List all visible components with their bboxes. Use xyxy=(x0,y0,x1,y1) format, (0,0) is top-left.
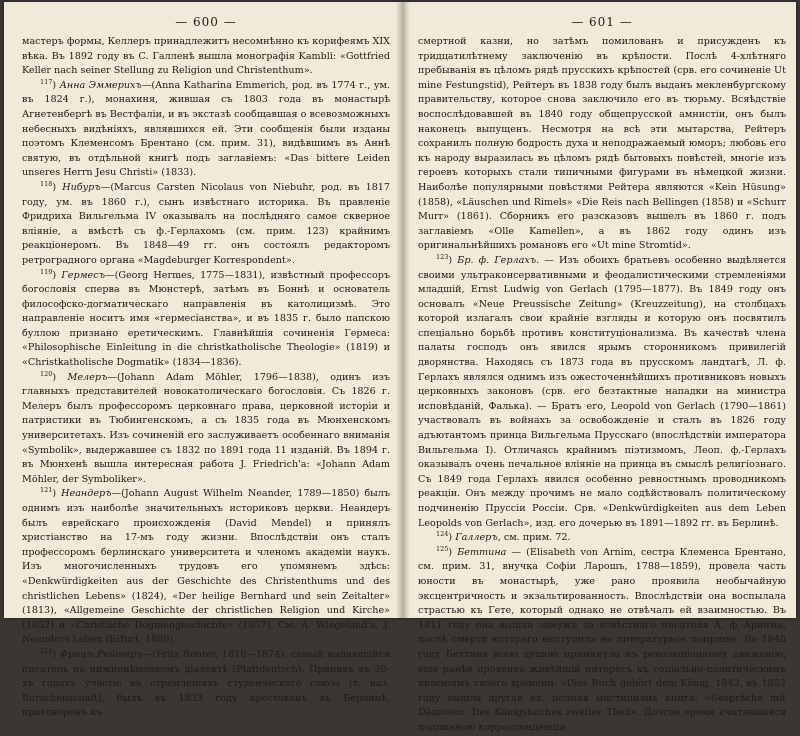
footnote-heading: Галлеръ xyxy=(455,532,498,544)
footnote-body: —(Johann Adam Möhler, 1796—1838), одинъ изъ главныхъ представителей новокатолическаго богословія. Съ 1826 г. Мелеръ былъ профессоромъ церковнаго права, церковной исторіи и патристики въ Тюбингенскомъ, а съ 1835 года въ Мюнхенскомъ университетахъ. Изъ сочиненій его заслуживаетъ особеннаго вниманія «Symbolik», выдержавшее съ 1832 по 1891 года 11 изданій. Въ 1894 г. въ Мюнхенѣ вышла интересная работа J. Friedrich'a: «Johann Adam Möhler, der Symboliker». xyxy=(22,371,390,485)
footnote-number: 117 xyxy=(40,77,53,86)
footnote-heading: Фрицъ Рейтеръ xyxy=(59,648,143,660)
page-number: — 601 — xyxy=(571,15,633,29)
footnote: $^{124}$) Галлеръ, см. прим. 72. xyxy=(436,530,571,544)
footnote-number: 125 xyxy=(436,544,449,553)
footnote-number: 119 xyxy=(40,267,53,276)
footnote: $^{119}$) Гермесъ—(Georg Hermes, 1775—1831), извѣстный профессоръ богословія сперва въ Мюнстерѣ, затѣмъ въ Боннѣ и основатель философско-догматическаго направленія въ католицизмѣ. Это направленіе носитъ имя «гермесіанства», и въ 1835 г. было папскою буллою признано еретическимъ. Главнѣйшія сочиненія Гермеса: «Philosophische Einleitung in die christkatholische Theologie» (1819) и «Christkatholische Dogmatik» (1834—1836). xyxy=(22,267,390,369)
footnote-number: 122 xyxy=(40,646,53,655)
left-page-text xyxy=(22,35,390,721)
book-spread xyxy=(4,2,796,733)
footnote-body: — (Elisabeth von Arnim, сестра Клеменса Брентано, см. прим. 31, внучка Софіи Ларошъ, 1788—1859), провела часть юности въ монастырѣ, уже рано проявила необычайную эксцентричность и экзальтированность. Впослѣдствіи она воспылала страстью къ Гете, который однако не отвѣчалъ ей взаимностью. Въ 1811 году она вышла замужъ за извѣстнаго писателя А. ф.-Арнима, послѣ смерти котораго выступила на литературное поприще. Въ 1848 году Беттина всею душою примкнула къ революціонному движенію, еще ранѣе проявивъ живѣйшій интересъ къ соціально-политическимъ явленіямъ своего времени. «Dies Buch gehört dem König, 1843, въ 1852 году вышла другая ея, полная мистицизма книга: «Gespräche mit Dämonen. Des Königsbuches zweiter Theil». Долгое время считавшаяся подлинною корреспонденція xyxy=(418,546,786,733)
footnote: $^{117}$) Анна Эммерихъ—(Anna Katharina Emmerich, род. въ 1774 г., ум. въ 1824 г.), монахиня, жившая съ 1803 года въ монастырѣ Агнетенбергѣ въ Вестфаліи, и въ экстазѣ сообщавшая о всевозможныхъ небесныхъ видѣніяхъ, являвшихся ей. Эти сообщенія были изданы поэтомъ Клеменсомъ Брентано (см. прим. 31), видѣвшимъ въ Аннѣ святую, въ отдѣльной книгѣ подъ заглавіемъ: «Das bittere Leiden unseres Herrn Jesu Christi» (1833). xyxy=(22,77,390,179)
paragraph-body: мастеръ формы, Келлеръ принадлежитъ несомнѣнно къ корифеямъ XIX вѣка. Въ 1892 году въ С. Галленѣ вышла монографія Kambli: «Gottfried Keller nach seiner Stellung zu Religion und Christenthum». xyxy=(22,36,390,77)
footnote-heading: Гермесъ xyxy=(61,269,105,281)
footnote-heading: Беттина xyxy=(457,546,507,558)
book-gutter xyxy=(396,2,410,618)
right-page-text xyxy=(418,35,786,736)
footnote-body: —(Johann August Wilhelm Neander, 1789—1850) былъ однимъ изъ наиболѣе значительныхъ историковъ церкви. Неандеръ былъ еврейскаго происхожденія (David Mendel) и принялъ христіанство на 17-мъ году жизни. Впослѣдствіи онъ сталъ профессоромъ берлинскаго университета и членомъ академіи наукъ. Изъ многочисленныхъ трудовъ его упомянемъ здѣсь: «Denkwürdigkeiten aus der Geschichte des Christenthums und des christlichen Lebens» (1824), «Der heilige Bernhard und sein Zeitalter» (1813), «Allgemeine Geschichte der christlichen Religion und Kirche» (1852) и «Christliche Dogmengeschichte» (1857). См. A. Wiegeland'a, J. Neanders Leben (Erfurt, 1889). xyxy=(22,488,390,646)
paragraph xyxy=(22,35,390,79)
footnote-body: . — Изъ обоихъ братьевъ особенно выдѣляется своими ультраконсервативными и феодалистическими стремленіями младшій, Ernst Ludwig von Gerlach (1795—1877). Въ 1849 году онъ основалъ «Neue Preussische Zeitung» (Kreuzzeitung), на столбцахъ которой излагалъ свои крайніе взгляды и которую онъ посвятилъ спеціально борьбѣ противъ конституціонализма. Въ качествѣ члена палаты господъ онъ явился ярымъ сторонникомъ привилегій дворянства. Находясь съ 1873 года въ прусскомъ ландтагѣ, Л. ф. Герлахъ являлся однимъ изъ ожесточеннѣйшихъ противниковъ новыхъ церковныхъ законовъ (срв. его безтактные нападки на министра исповѣданій, Фалька). — Братъ его, Leopold von Gerlach (1790—1861) участвовалъ въ войнахъ за освобожденіе и сталъ въ 1826 году адъютантомъ принца Вильгельма Прусскаго (впослѣдствіи императора Вильгельма I). Отличаясь крайнимъ піэтизмомъ, Леоп. ф.-Герлахъ оказывалъ очень печальное вліяніе на принца въ смыслѣ религіознаго. Съ 1849 года Герлахъ явился особенно ревностнымъ проводникомъ реакціи. Онъ между прочимъ не мало содѣйствовалъ политическому подчиненію Пруссіи Россіи. Срв. «Denkwürdigkeiten aus dem Leben Leopolds von Gerlach», изд. его дочерью въ 1891—1892 гг. въ Берлинѣ. xyxy=(418,254,787,529)
footnote-number: 124 xyxy=(436,530,449,538)
footnote-heading: Мелеръ xyxy=(67,371,108,383)
footnote-heading: Бр. ф. Герлахъ xyxy=(457,254,537,266)
footnote-body: —(Georg Hermes, 1775—1831), извѣстный профессоръ богословія сперва въ Мюнстерѣ, затѣмъ въ Боннѣ и основатель философско-догматическаго направленія въ католицизмѣ. Это направленіе носитъ имя «гермесіанства», и въ 1835 г. было папскою буллою признано еретическимъ. Главнѣйшія сочиненія Гермеса: «Philosophische Einleitung in die christkatholische Theologie» (1819) и «Christkatholische Dogmatik» (1834—1836). xyxy=(22,269,390,369)
footnote-heading: Нибуръ xyxy=(62,181,101,193)
footnote-number: 121 xyxy=(40,486,53,495)
footnote-body: , см. прим. 72. xyxy=(497,532,571,544)
footnote-body: —(Anna Katharina Emmerich, род. въ 1774 г., ум. въ 1824 г.), монахиня, жившая съ 1803 года въ монастырѣ Агнетенбергѣ въ Вестфаліи, и въ экстазѣ сообщавшая о всевозможныхъ небесныхъ видѣніяхъ, являвшихся ей. Эти сообщенія были изданы поэтомъ Клеменсомъ Брентано (см. прим. 31), видѣвшимъ въ Аннѣ святую, въ отдѣльной книгѣ подъ заглавіемъ: «Das bittere Leiden unseres Herrn Jesu Christi» (1833). xyxy=(22,79,390,179)
right-page xyxy=(418,12,787,733)
footnote-body: —(Marcus Carsten Nicolaus von Niebuhr, род. въ 1817 году, ум. въ 1860 г.), сынъ извѣстнаго историка. Въ правленіе Фридриха Вильгельма IV оказывалъ на послѣдняго самое скверное вліяніе, а вмѣстѣ съ ф.-Герлахомъ (см. прим. 123) крайнимъ реакціонеромъ. Въ 1848—49 гг. онъ состоялъ редакторомъ ретроградного органа «Magdeburger Korrespondent». xyxy=(22,181,391,266)
page-number: — 600 — xyxy=(175,15,237,29)
footnote: $^{120}$) Мелеръ—(Johann Adam Möhler, 1796—1838), одинъ изъ главныхъ представителей новокатолическаго богословія. Съ 1826 г. Мелеръ былъ профессоромъ церковнаго права, церковной исторіи и патристики въ Тюбингенскомъ, а съ 1835 года въ Мюнхенскомъ университетахъ. Изъ сочиненій его заслуживаетъ особеннаго вниманія «Symbolik», выдержавшее съ 1832 по 1891 года 11 изданій. Въ 1894 г. въ Мюнхенѣ вышла интересная работа J. Friedrich'a: «Johann Adam Möhler, der Symboliker». xyxy=(22,369,390,485)
footnote: $^{121}$) Неандеръ—(Johann August Wilhelm Neander, 1789—1850) былъ однимъ изъ наиболѣе значительныхъ историковъ церкви. Неандеръ былъ еврейскаго происхожденія (David Mendel) и принялъ христіанство на 17-мъ году жизни. Впослѣдствіи онъ сталъ профессоромъ берлинскаго университета и членомъ академіи наукъ. Изъ многочисленныхъ трудовъ его упомянемъ здѣсь: «Denkwürdigkeiten aus der Geschichte des Christenthums und des christlichen Lebens» (1824), «Der heilige Bernhard und sein Zeitalter» (1813), «Allgemeine Geschichte der christlichen Religion und Kirche» (1852) и «Christliche Dogmengeschichte» (1857). См. A. Wiegeland'a, J. Neanders Leben (Erfurt, 1889). xyxy=(22,486,390,646)
footnote: $^{122}$) Фрицъ Рейтеръ—(Fritz Reuter, 1810—1874), самый выдающійся писатель на нижненѣмецкомъ діалектѣ (Plattdeutsch). Принявъ въ 30-хъ годахъ участіе въ стремленіяхъ студенческаго союза (т. наз. Burschenschaft), былъ въ 1833 году арестованъ въ Берлинѣ, приговоренъ къ xyxy=(22,646,391,719)
footnote: $^{118}$) Нибуръ—(Marcus Carsten Nicolaus von Niebuhr, род. въ 1817 году, ум. въ 1860 г.), сынъ извѣстнаго историка. Въ правленіе Фридриха Вильгельма IV оказывалъ на послѣдняго самое скверное вліяніе, а вмѣстѣ съ ф.-Герлахомъ (см. прим. 123) крайнимъ реакціонеромъ. Въ 1848—49 гг. онъ состоялъ редакторомъ ретроградного органа «Magdeburger Korrespondent». xyxy=(22,179,391,266)
footnote-heading: Анна Эммерихъ xyxy=(59,79,142,91)
footnote-number: 118 xyxy=(40,179,53,188)
footnote-number: 120 xyxy=(40,369,53,378)
footnote: $^{123}$) Бр. ф. Герлахъ. — Изъ обоихъ братьевъ особенно выдѣляется своими ультраконсервативными и феодалистическими стремленіями младшій, Ernst Ludwig von Gerlach (1795—1877). Въ 1849 году онъ основалъ «Neue Preussische Zeitung» (Kreuzzeitung), на столбцахъ которой излагалъ свои крайніе взгляды и которую онъ посвятилъ спеціально борьбѣ противъ конституціонализма. Въ качествѣ члена палаты господъ онъ явился ярымъ сторонникомъ привилегій дворянства. Находясь съ 1873 года въ прусскомъ ландтагѣ, Л. ф. Герлахъ являлся однимъ изъ ожесточеннѣйшихъ противниковъ новыхъ церковныхъ законовъ (срв. его безтактные нападки на министра исповѣданій, Фалька). — Братъ его, Leopold von Gerlach (1790—1861) участвовалъ въ войнахъ за освобожденіе и сталъ въ 1826 году адъютантомъ принца Вильгельма Прусскаго (впослѣдствіи императора Вильгельма I). Отличаясь крайнимъ піэтизмомъ, Леоп. ф.-Герлахъ оказывалъ очень печальное вліяніе на принца въ смыслѣ религіознаго. Съ 1849 года Герлахъ явился особенно ревностнымъ проводникомъ реакціи. Онъ между прочимъ не мало содѣйствовалъ политическому подчиненію Пруссіи Россіи. Срв. «Denkwürdigkeiten aus dem Leben Leopolds von Gerlach», изд. его дочерью въ 1891—1892 гг. въ Берлинѣ. xyxy=(418,252,787,529)
footnote: $^{125}$) Беттина — (Elisabeth von Arnim, сестра Клеменса Брентано, см. прим. 31, внучка Софіи Ларошъ, 1788—1859), провела часть юности въ монастырѣ, уже рано проявила необычайную эксцентричность и экзальтированность. Впослѣдствіи она воспылала страстью къ Гете, который однако не отвѣчалъ ей взаимностью. Въ 1811 году она вышла замужъ за извѣстнаго писателя А. ф.-Арнима, послѣ смерти котораго выступила на литературное поприще. Въ 1848 году Беттина всею душою примкнула къ революціонному движенію, еще ранѣе проявивъ живѣйшій интересъ къ соціально-политическимъ явленіямъ своего времени. «Dies Buch gehört dem König, 1843, въ 1852 году вышла другая ея, полная мистицизма книга: «Gespräche mit Dämonen. Des Königsbuches zweiter Theil». Долгое время считавшаяся подлинною корреспонденція xyxy=(418,544,786,733)
paragraph xyxy=(418,35,786,254)
footnote-body: —(Fritz Reuter, 1810—1874), самый выдающійся писатель на нижненѣмецкомъ діалектѣ (Plattdeutsch). Принявъ въ 30-хъ годахъ участіе въ стремленіяхъ студенческаго союза (т. наз. Burschenschaft), былъ въ 1833 году арестованъ въ Берлинѣ, приговоренъ къ xyxy=(22,648,391,719)
left-page xyxy=(22,12,391,719)
paragraph-body: смертной казни, но затѣмъ помилованъ и присужденъ къ тридцатилѣтнему заключенію въ крѣпости. Послѣ 4-хлѣтняго пребыванія въ цѣломъ рядѣ прусскихъ крѣпостей (срв. его сочиненіе Ut mine Festungstid), Рейтеръ въ 1838 году былъ выданъ мекленбургскому правительству, которое снова заключило его въ тюрьму. Всяѣдствіе воспослѣдовавшей въ 1840 году общепрусской амнистіи, онъ былъ наконецъ выпущенъ. Несмотря на всѣ эти мытарства, Рейтеръ сохранилъ полную бодрость духа и неподражаемый юморъ; любовь его къ народу выразилась въ цѣломъ рядѣ бытовыхъ повѣстей, многіе изъ героевъ которыхъ стали типичными фигурами въ нѣмецкой жизни. Наиболѣе популярными повѣстями Рейтера являются «Kein Hüsung» (1858), «Läuschen und Rimels» «Die Reis nach Bellingen (1858) и «Schurr Murr» (1861). Сборникъ его разсказовъ вышелъ въ 1860 г. подъ заглавіемъ «Olle Kamellen», а въ 1862 году одинъ изъ оригинальнѣйшихъ романовъ его «Ut mine Stromtid». xyxy=(418,36,786,252)
footnote-number: 123 xyxy=(436,252,449,261)
footnote-heading: Неандеръ xyxy=(61,488,112,500)
